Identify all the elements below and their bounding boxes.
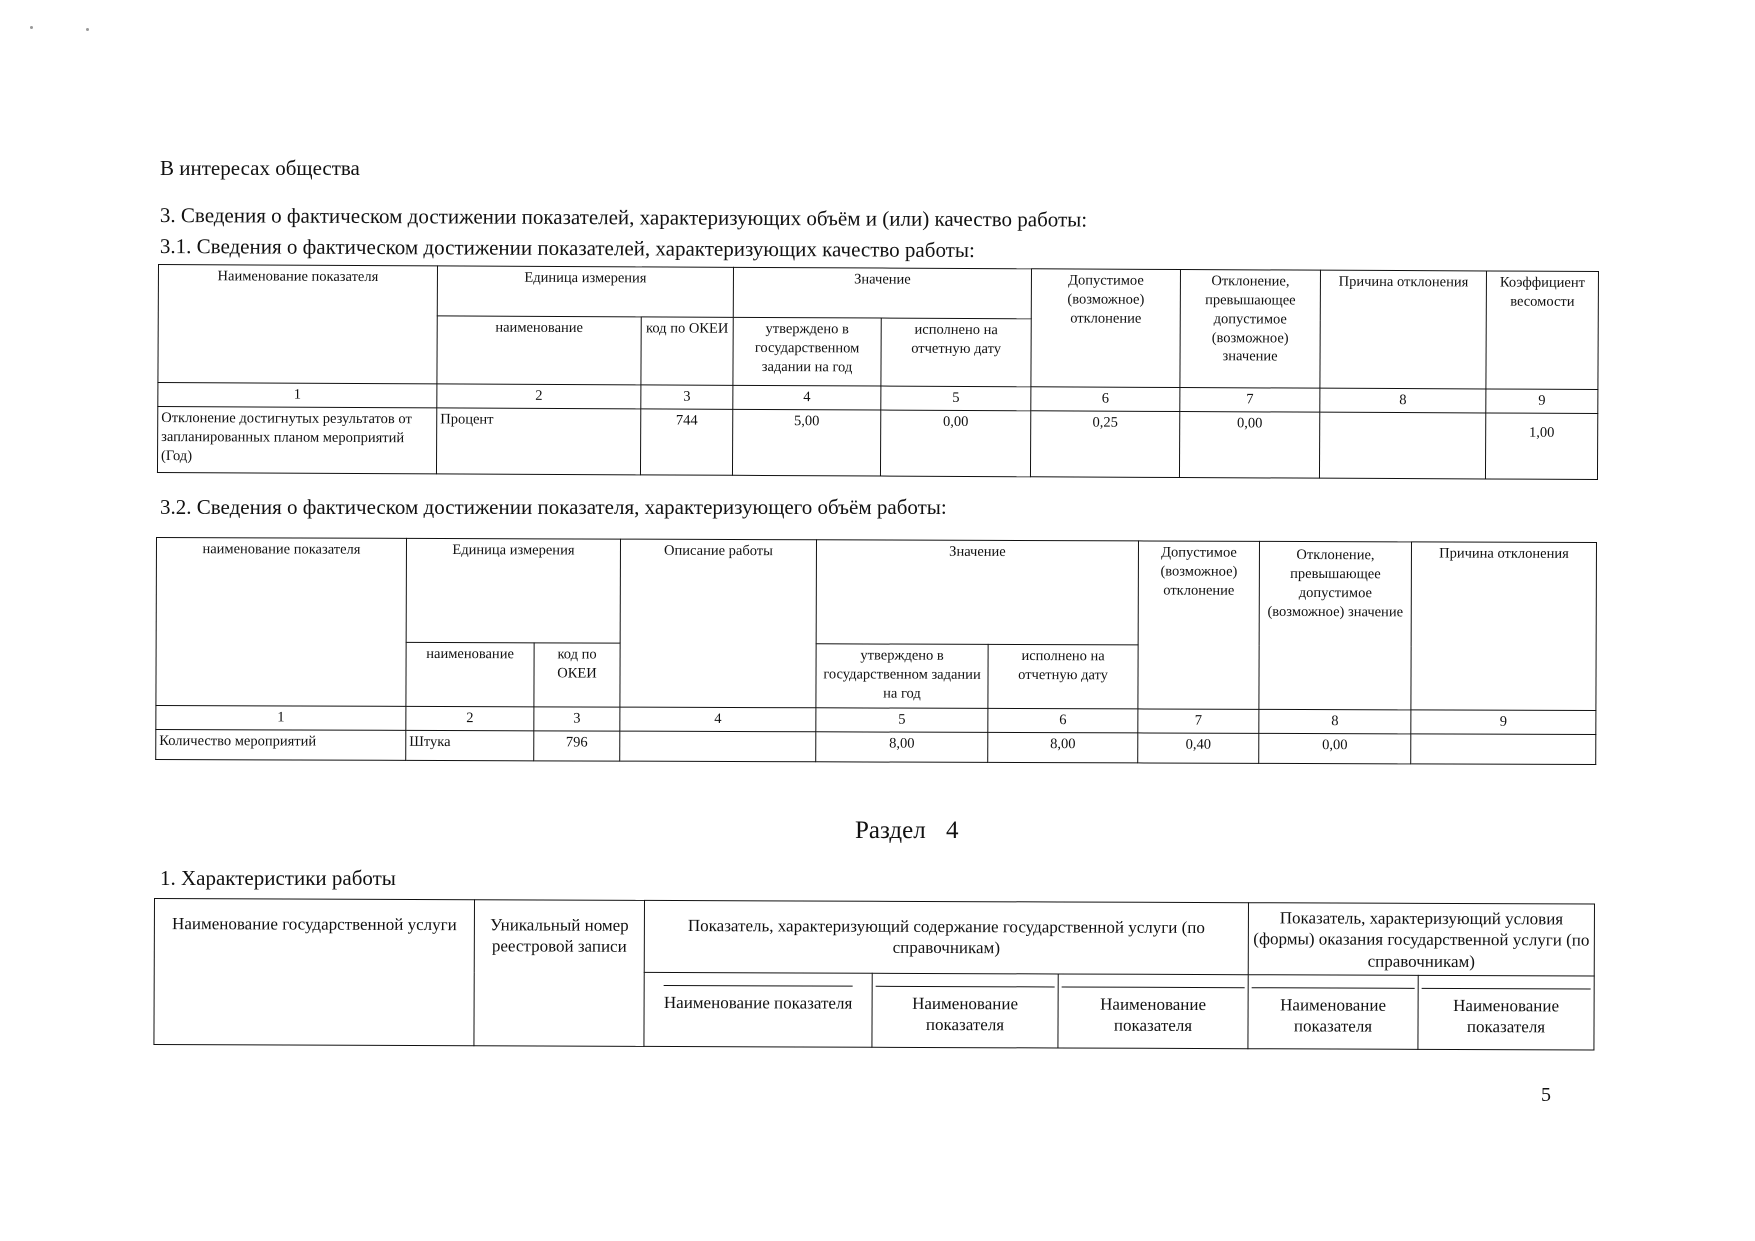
sub-indicator-name: Наименование показателя bbox=[872, 973, 1058, 1048]
column-number: 1 bbox=[158, 383, 437, 408]
page-number: 5 bbox=[1541, 1084, 1551, 1106]
header-conditions-indicator: Показатель, характеризующий условия (формы) оказания государственной услуги (по справочникам) bbox=[1248, 903, 1594, 976]
header-okei-code: код по ОКЕИ bbox=[641, 317, 733, 385]
header-excess-deviation: Отклонение, превышающее допустимое (возможное) значение bbox=[1259, 541, 1412, 710]
column-number: 8 bbox=[1320, 388, 1486, 413]
table-row bbox=[156, 730, 1596, 765]
header-indicator-name: наименование показателя bbox=[156, 538, 407, 707]
weight-cell: 1,00 bbox=[1485, 413, 1597, 480]
header-reason: Причина отклонения bbox=[1411, 542, 1597, 711]
column-number: 3 bbox=[641, 385, 733, 409]
section-title: Раздел 4 bbox=[855, 817, 959, 844]
sub-indicator-name: Наименование показателя bbox=[644, 972, 872, 1047]
header-content-indicator: Показатель, характеризующий содержание государственной услуги (по справочникам) bbox=[644, 900, 1248, 974]
column-number: 6 bbox=[988, 708, 1138, 733]
scan-speck bbox=[86, 28, 89, 31]
reason-cell bbox=[1319, 412, 1485, 479]
column-number: 3 bbox=[534, 707, 620, 731]
intro-text: В интересах общества bbox=[160, 156, 360, 180]
header-reason: Причина отклонения bbox=[1320, 270, 1487, 389]
column-number: 9 bbox=[1411, 710, 1596, 735]
header-registry-number: Уникальный номер реестровой записи bbox=[474, 900, 645, 1047]
allowed-deviation-cell: 0,25 bbox=[1031, 411, 1180, 478]
column-number: 7 bbox=[1180, 387, 1320, 412]
column-number: 4 bbox=[620, 707, 816, 732]
work-characteristics-table bbox=[153, 898, 1595, 1051]
header-work-description: Описание работы bbox=[620, 539, 817, 708]
column-number: 9 bbox=[1486, 389, 1598, 414]
quality-indicators-table bbox=[157, 264, 1599, 480]
header-unit: Единица измерения bbox=[406, 538, 620, 643]
sub-indicator-name: Наименование показателя bbox=[1418, 975, 1594, 1050]
header-approved: утверждено в государственном задании на год bbox=[733, 317, 881, 386]
allowed-deviation-cell: 0,40 bbox=[1138, 733, 1259, 763]
header-okei-code: код по ОКЕИ bbox=[534, 643, 620, 707]
column-number: 5 bbox=[816, 708, 988, 733]
header-approved: утверждено в государственном задании на год bbox=[816, 644, 988, 709]
section-3-1-heading: 3.1. Сведения о фактическом достижении показателей, характеризующих качество работы: bbox=[159, 234, 975, 262]
header-allowed-deviation: Допустимое (возможное) отклонение bbox=[1138, 541, 1260, 709]
volume-indicators-table bbox=[155, 537, 1597, 765]
column-number: 7 bbox=[1138, 709, 1259, 733]
header-value: Значение bbox=[816, 540, 1138, 645]
unit-name-cell: Штука bbox=[406, 730, 534, 760]
column-number: 6 bbox=[1031, 387, 1180, 412]
unit-name-cell: Процент bbox=[436, 408, 640, 475]
column-number: 4 bbox=[733, 385, 881, 410]
header-allowed-deviation: Допустимое (возможное) отклонение bbox=[1031, 269, 1181, 388]
executed-cell: 8,00 bbox=[988, 732, 1138, 763]
section-3-2-heading: 3.2. Сведения о фактическом достижении показателя, характеризующего объём работы: bbox=[160, 495, 947, 519]
column-number: 2 bbox=[406, 706, 534, 730]
indicator-name-cell: Количество мероприятий bbox=[156, 730, 406, 761]
table-row bbox=[157, 407, 1597, 480]
header-unit: Единица измерения bbox=[437, 266, 733, 317]
header-executed: исполнено на отчетную дату bbox=[881, 318, 1031, 387]
excess-deviation-cell: 0,00 bbox=[1259, 733, 1411, 764]
column-number: 2 bbox=[437, 384, 641, 409]
header-service-name: Наименование государственной услуги bbox=[154, 899, 475, 1046]
column-number: 1 bbox=[156, 706, 406, 731]
section-4-heading: 1. Характеристики работы bbox=[160, 866, 396, 890]
approved-cell: 8,00 bbox=[816, 732, 988, 763]
reason-cell bbox=[1411, 734, 1596, 765]
section-3-heading: 3. Сведения о фактическом достижении показателей, характеризующих объём и (или) качество работы: bbox=[159, 203, 1088, 232]
header-unit-name: наименование bbox=[437, 316, 641, 385]
header-indicator-name: Наименование показателя bbox=[158, 265, 438, 384]
excess-deviation-cell: 0,00 bbox=[1180, 411, 1320, 478]
scan-speck bbox=[30, 26, 33, 29]
header-excess-deviation: Отклонение, превышающее допустимое (возможное) значение bbox=[1180, 269, 1321, 388]
executed-cell: 0,00 bbox=[880, 410, 1030, 477]
header-weight: Коэффициент весомости bbox=[1486, 271, 1599, 390]
header-unit-name: наименование bbox=[406, 642, 534, 706]
header-value: Значение bbox=[733, 267, 1031, 318]
column-number: 8 bbox=[1259, 709, 1411, 734]
indicator-name-cell: Отклонение достигнутых результатов от запланированных планом мероприятий (Год) bbox=[157, 407, 436, 474]
work-description-cell bbox=[620, 731, 816, 762]
sub-indicator-name: Наименование показателя bbox=[1248, 975, 1418, 1050]
header-executed: исполнено на отчетную дату bbox=[988, 644, 1138, 709]
okei-code-cell: 744 bbox=[640, 409, 732, 475]
approved-cell: 5,00 bbox=[732, 409, 880, 476]
sub-indicator-name: Наименование показателя bbox=[1058, 974, 1248, 1049]
okei-code-cell: 796 bbox=[534, 731, 620, 761]
column-number: 5 bbox=[881, 386, 1031, 411]
